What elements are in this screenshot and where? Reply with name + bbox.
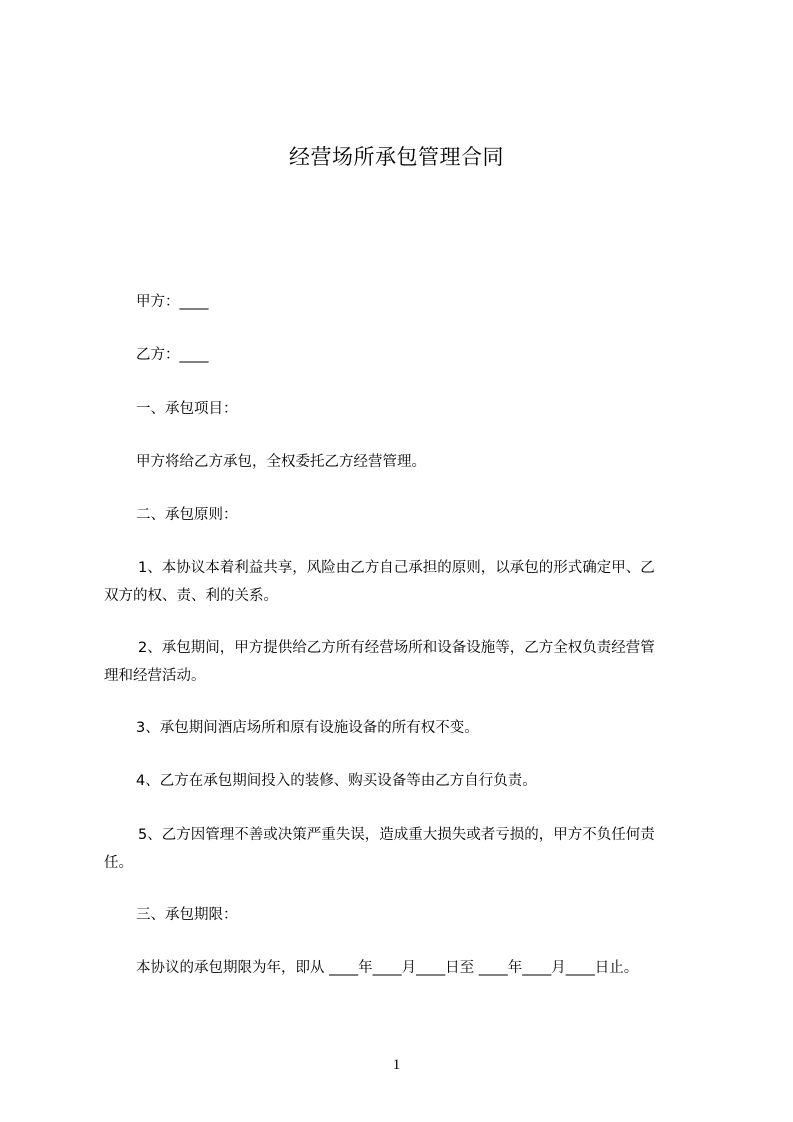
clause-5-line-1: 5、乙方因管理不善或决策严重失误，造成重大损失或者亏损的，甲方不负任何责 <box>138 827 655 843</box>
clause-5-line-2: 任。 <box>104 855 133 871</box>
clause-2-line-2: 理和经营活动。 <box>104 668 206 684</box>
party-a-line: 甲方：____ <box>136 294 209 310</box>
section3-heading: 三、承包期限： <box>136 907 238 923</box>
section1-text: 甲方将给乙方承包，全权委托乙方经营管理。 <box>136 454 426 470</box>
page-number: 1 <box>392 1057 401 1073</box>
clause-4: 4、乙方在承包期间投入的装修、购买设备等由乙方自行负责。 <box>136 773 537 789</box>
clause-1-line-2: 双方的权、责、利的关系。 <box>104 588 278 604</box>
section1-heading: 一、承包项目： <box>136 401 238 417</box>
clause-1-line-1: 1、本协议本着利益共享，风险由乙方自己承担的原则，以承包的形式确定甲、乙 <box>138 560 655 576</box>
section2-heading: 二、承包原则： <box>136 507 238 523</box>
clause-2-line-1: 2、承包期间，甲方提供给乙方所有经营场所和设备设施等，乙方全权负责经营管 <box>138 640 655 656</box>
clause-5 <box>104 821 714 877</box>
contract-title: 经营场所承包管理合同 <box>289 145 504 169</box>
clause-2 <box>104 634 714 690</box>
clause-3: 3、承包期间酒店场所和原有设施设备的所有权不变。 <box>136 720 479 736</box>
party-b-line: 乙方：____ <box>136 347 209 363</box>
section3-text: 本协议的承包期限为年，即从 ____年____月____日至 ____年____月____日止。 <box>136 960 639 976</box>
clause-1 <box>104 554 714 610</box>
